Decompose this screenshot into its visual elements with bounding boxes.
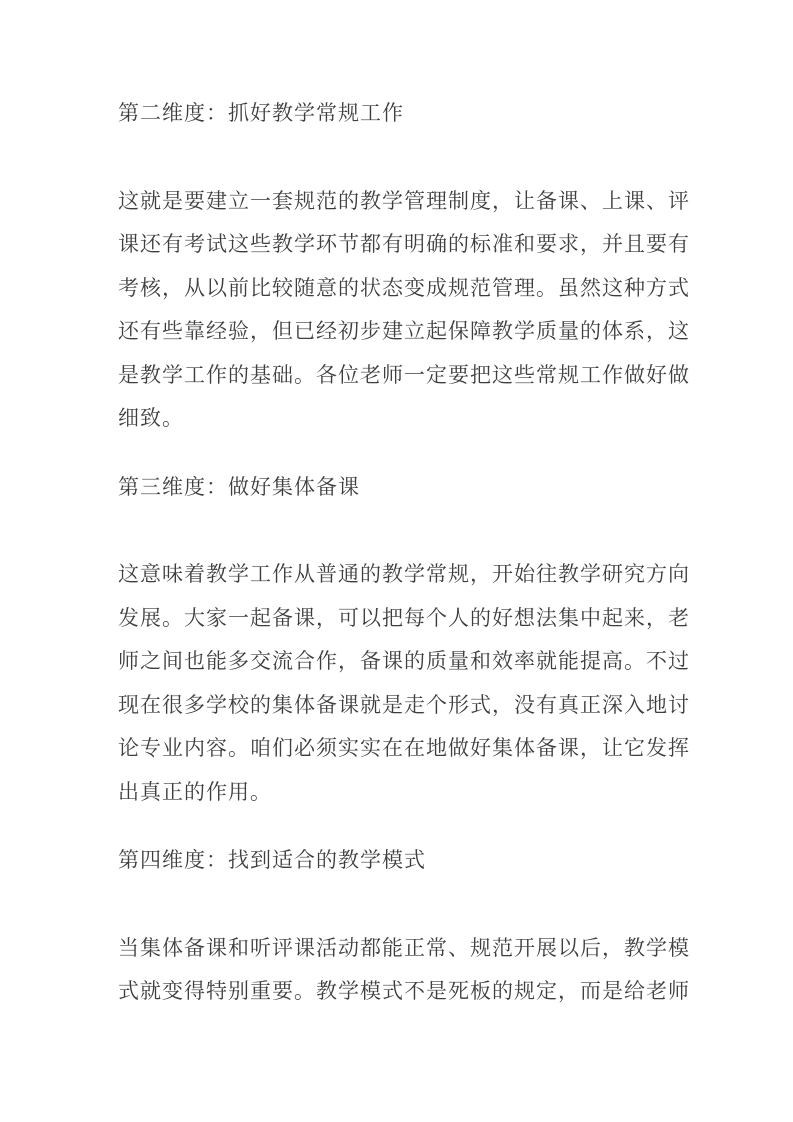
document-section	[118, 839, 690, 1014]
section-heading: 第二维度：抓好教学常规工作	[118, 101, 404, 125]
document-section	[118, 466, 690, 815]
section-paragraph: 这就是要建立一套规范的教学管理制度，让备课、上课、评课还有考试这些教学环节都有明确的标准和要求，并且要有考核，从以前比较随意的状态变成规范管理。虽然这种方式还有些靠经验，但已经初步建立起保障教学质量的体系，这是教学工作的基础。各位老师一定要把这些常规工作做好做细致。	[118, 188, 690, 430]
document-sections	[118, 92, 690, 1014]
section-paragraph: 这意味着教学工作从普通的教学常规，开始往教学研究方向发展。大家一起备课，可以把每个人的好想法集中起来，老师之间也能多交流合作，备课的质量和效率就能提高。不过现在很多学校的集体备课就是走个形式，没有真正深入地讨论专业内容。咱们必须实实在在地做好集体备课，让它发挥出真正的作用。	[118, 562, 690, 804]
section-paragraph: 当集体备课和听评课活动都能正常、规范开展以后，教学模式就变得特别重要。教学模式不是死板的规定，而是给老师	[118, 935, 690, 1003]
document-section	[118, 92, 690, 441]
section-heading: 第三维度：做好集体备课	[118, 474, 360, 499]
section-heading: 第四维度：找到适合的教学模式	[118, 848, 426, 872]
